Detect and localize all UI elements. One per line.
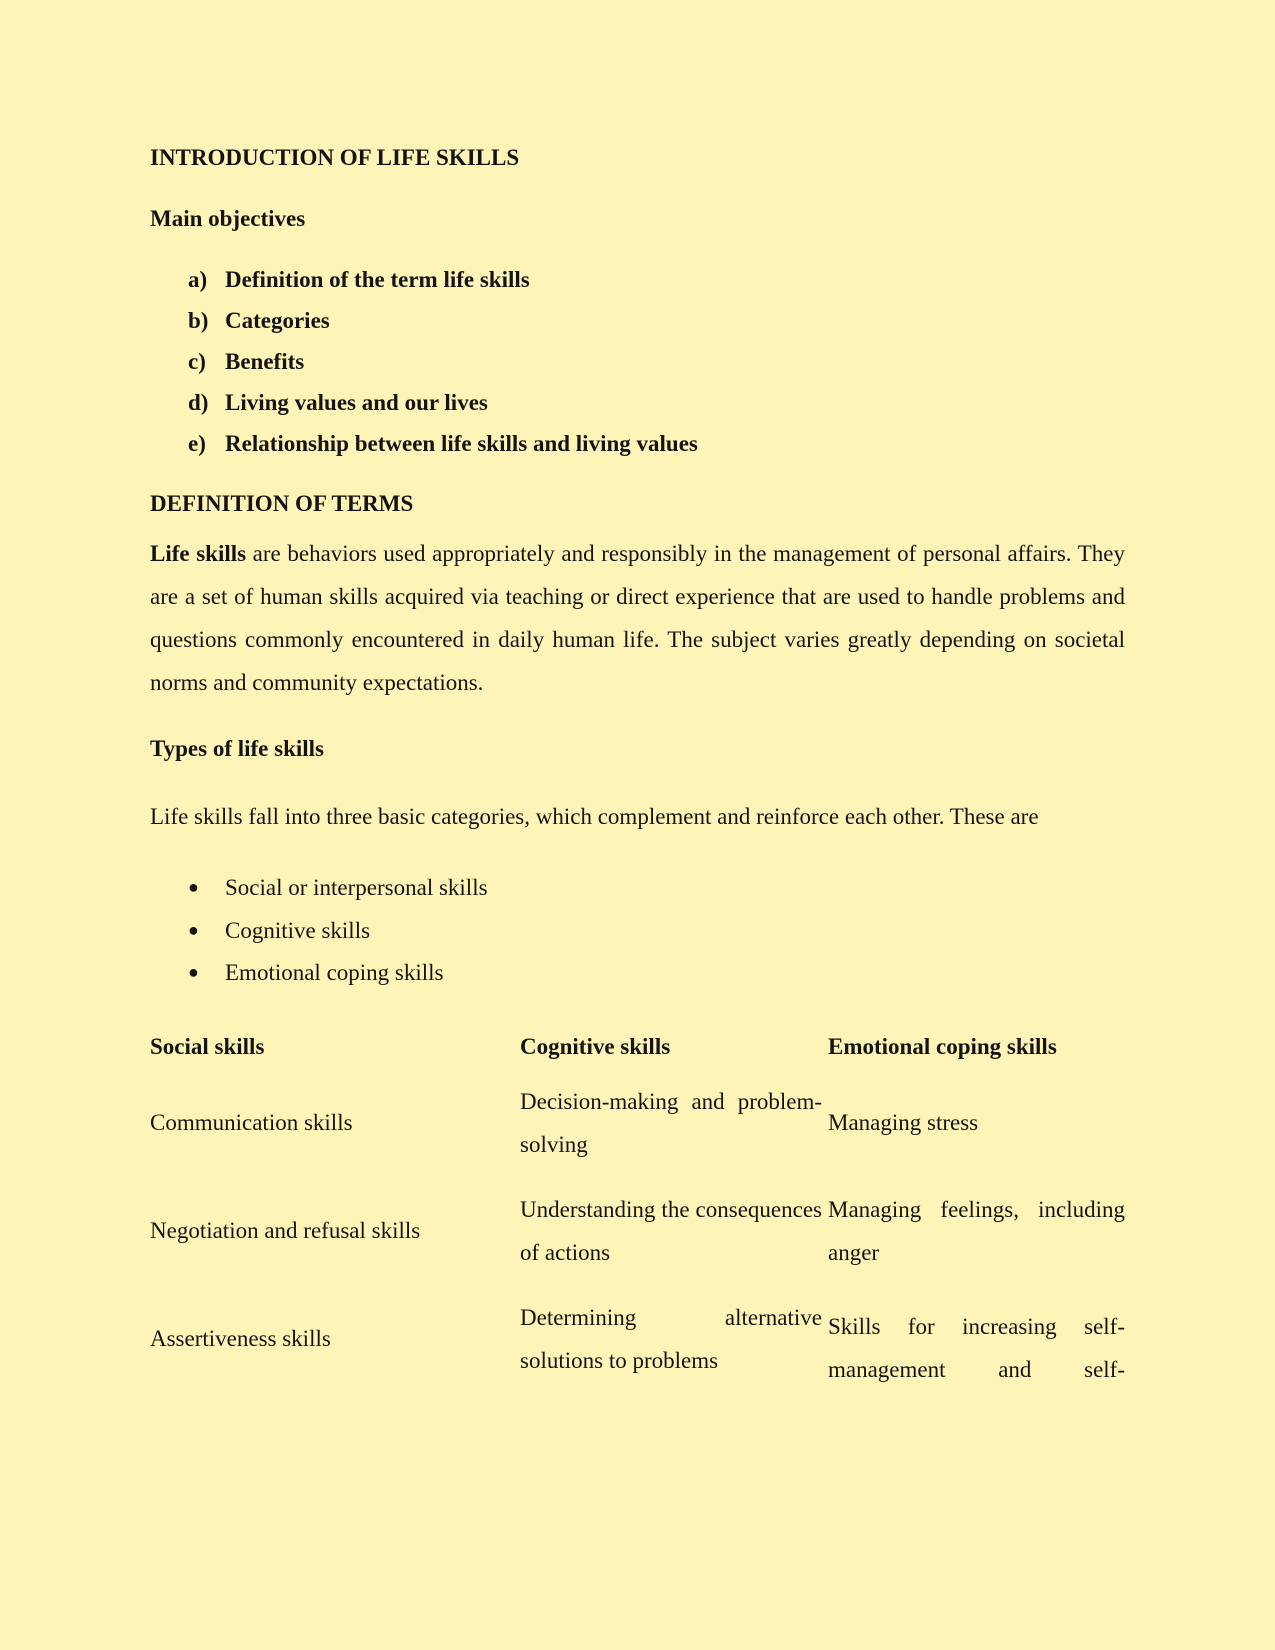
- list-item: [188, 919, 370, 942]
- bullet-label: Emotional coping skills: [225, 960, 444, 985]
- table-header-cognitive: Cognitive skills: [520, 1034, 671, 1059]
- bullet-label: Social or interpersonal skills: [225, 875, 488, 900]
- table-cell: Negotiation and refusal skills: [150, 1218, 421, 1243]
- objective-item: [188, 350, 304, 373]
- objectives-heading: Main objectives: [150, 206, 306, 231]
- list-marker: d): [188, 390, 209, 415]
- table-cell: Skills for increasing self-management and self-: [828, 1314, 1125, 1382]
- objective-item: [188, 432, 698, 455]
- table-cell: Managing stress: [828, 1110, 979, 1135]
- list-marker: e): [188, 431, 206, 456]
- definition-term: Life skills: [150, 541, 247, 566]
- objective-label: Categories: [225, 308, 330, 333]
- bullet-icon: ●: [188, 877, 199, 897]
- definitions-heading: DEFINITION OF TERMS: [150, 491, 414, 516]
- list-item: [188, 961, 444, 984]
- objective-label: Benefits: [225, 349, 305, 374]
- table-cell: Determining alternative solutions to problems: [520, 1305, 822, 1373]
- types-heading: Types of life skills: [150, 736, 325, 761]
- list-marker: a): [188, 267, 208, 292]
- list-marker: b): [188, 308, 209, 333]
- definition-text: are behaviors used appropriately and responsibly in the management of personal affairs. They are a set of human skills acquired via teaching or direct experience that are used to handle problems and questions commonly encountered in daily human life. The subject varies greatly depending on societal norms and community expectations.: [150, 541, 1125, 695]
- list-marker: c): [188, 349, 206, 374]
- definition-paragraph: [150, 532, 1125, 704]
- table-cell: Assertiveness skills: [150, 1326, 331, 1351]
- table-header-social: Social skills: [150, 1034, 265, 1059]
- types-intro: Life skills fall into three basic categories, which complement and reinforce each other. These are: [150, 804, 1039, 829]
- objective-item: [188, 391, 488, 414]
- document-page: [150, 0, 1125, 1650]
- objective-item: [188, 309, 330, 332]
- objective-label: Living values and our lives: [225, 390, 488, 415]
- table-cell: Understanding the consequences of actions: [520, 1197, 822, 1265]
- document-title: INTRODUCTION OF LIFE SKILLS: [150, 145, 520, 170]
- table-header-emotional: Emotional coping skills: [828, 1034, 1057, 1059]
- bullet-icon: ●: [188, 962, 199, 982]
- objective-item: [188, 268, 530, 291]
- list-item: [188, 876, 488, 899]
- bullet-icon: ●: [188, 920, 199, 940]
- table-cell: Communication skills: [150, 1110, 353, 1135]
- objective-label: Definition of the term life skills: [225, 267, 530, 292]
- objective-label: Relationship between life skills and living values: [225, 431, 698, 456]
- table-cell: Managing feelings, including anger: [828, 1197, 1125, 1265]
- bullet-label: Cognitive skills: [225, 918, 371, 943]
- table-cell: Decision-making and problem-solving: [520, 1089, 822, 1157]
